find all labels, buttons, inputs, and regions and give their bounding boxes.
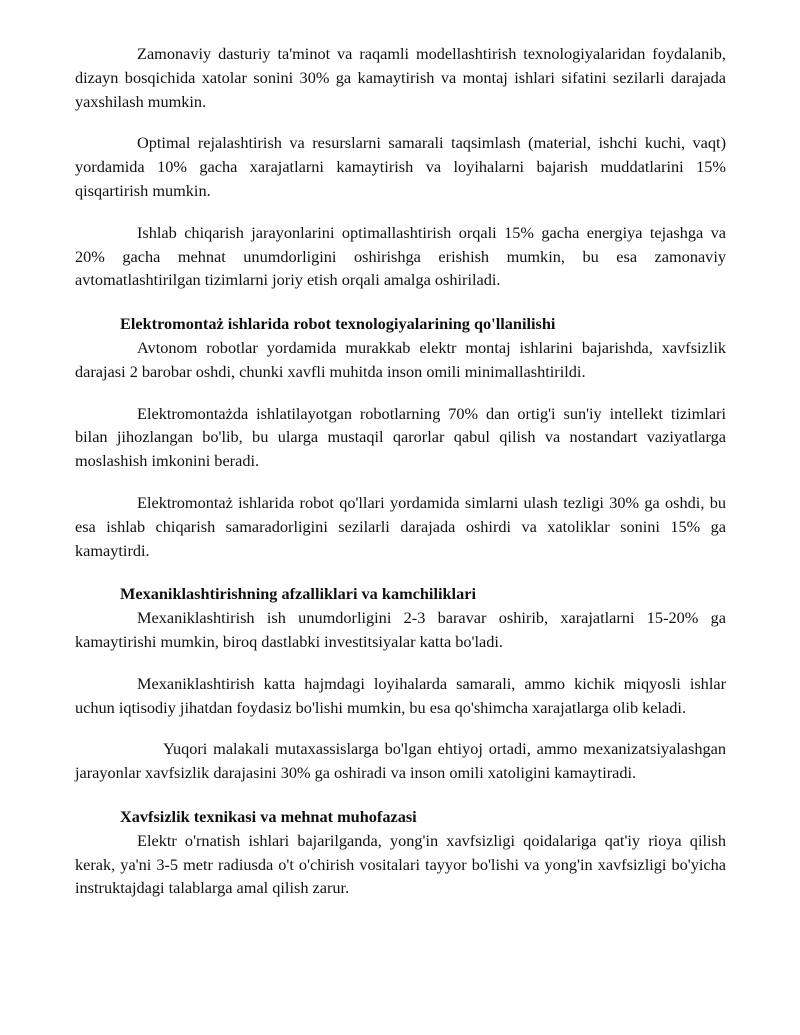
document-page [75, 42, 726, 900]
paragraph: Mexaniklashtirish ish unumdorligini 2-3 baravar oshirib, xarajatlarni 15-20% ga kamaytirishi mumkin, biroq dastlabki investitsiyalar katta bo'ladi. [75, 608, 726, 651]
paragraph: Optimal rejalashtirish va resurslarni samarali taqsimlash (material, ishchi kuchi, vaqt) yordamida 10% gacha xarajatlarni kamaytirish va loyihalarni bajarish muddatlarini 15% qisqartirish mumkin. [75, 133, 726, 200]
paragraph: Avtonom robotlar yordamida murakkab elektr montaj ishlarini bajarishda, xavfsizlik darajasi 2 barobar oshdi, chunki xavfli muhitda inson omili minimallashtirildi. [75, 337, 726, 381]
paragraph: Elektr o'rnatish ishlari bajarilganda, yong'in xavfsizligi qoidalariga qat'iy rioya qilish kerak, ya'ni 3-5 metr radiusda o't o'chirish vositalari tayyor bo'lishi va yong'in xavfsizligi bo'yicha instruktajdagi talablarga amal qilish zarur. [75, 830, 726, 898]
paragraph: Elektromontaż ishlarida robot qo'llari yordamida simlarni ulash tezligi 30% ga oshdi, bu esa ishlab chiqarish samaradorligini sezilarli darajada oshirdi va xatoliklar sonini 15% ga kamaytirdi. [75, 492, 726, 560]
paragraph: Yuqori malakali mutaxassislarga bo'lgan ehtiyoj ortadi, ammo mexanizatsiyalashgan jarayonlar xavfsizlik darajasini 30% ga oshiradi va inson omili xatoligini kamaytiradi. [75, 739, 726, 783]
paragraph: Mexaniklashtirish katta hajmdagi loyihalarda samarali, ammo kichik miqyosli ishlar uchun iqtisodiy jihatdan foydasiz bo'lishi mumkin, bu esa qo'shimcha xarajatlarga olib keladi. [75, 673, 726, 717]
section-heading-mechanization: Mexaniklashtirishning afzalliklari va kamchiliklari [120, 584, 476, 604]
paragraph: Elektromontażda ishlatilayotgan robotlarning 70% dan ortig'i sun'iy intellekt tizimlari bilan jihozlangan bo'lib, bu ularga mustaqil qarorlar qabul qilish va nostandart vaziyatlarga moslashish imkonini beradi. [75, 403, 726, 471]
section-heading-safety: Xavfsizlik texnikasi va mehnat muhofazasi [120, 806, 417, 826]
section-heading-robots: Elektromontaż ishlarida robot texnologiyalarining qo'llanilishi [120, 314, 556, 334]
paragraph: Zamonaviy dasturiy ta'minot va raqamli modellashtirish texnologiyalaridan foydalanib, dizayn bosqichida xatolar sonini 30% ga kamaytirish va montaj ishlari sifatini sezilarli darajada yaxshilash mumkin. [75, 44, 726, 111]
paragraph: Ishlab chiqarish jarayonlarini optimallashtirish orqali 15% gacha energiya tejashga va 20% gacha mehnat unumdorligini oshirishga erishish mumkin, bu esa zamonaviy avtomatlashtirilgan tizimlarni joriy etish orqali amalga oshiriladi. [75, 222, 726, 290]
